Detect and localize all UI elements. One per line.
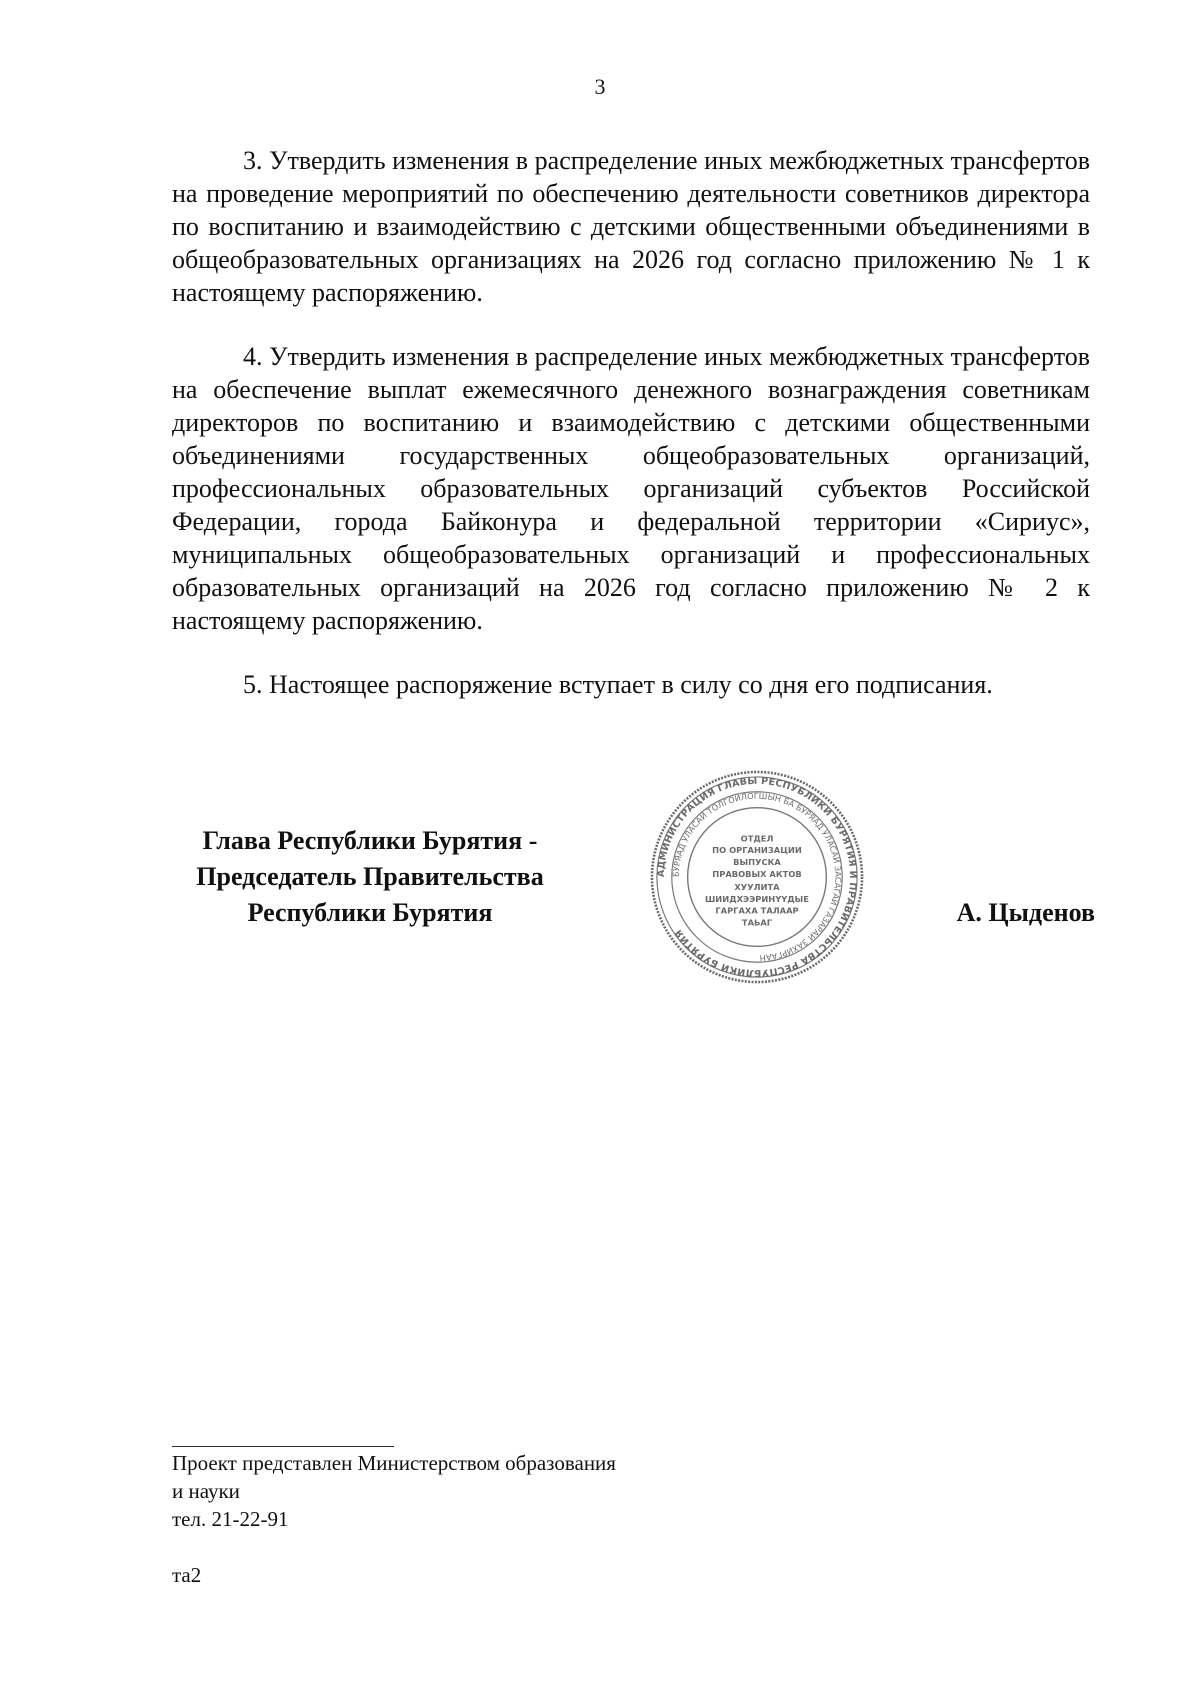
stamp-center-line: ТАЬАГ (741, 917, 773, 928)
page-number: 3 (594, 74, 606, 99)
footnote-line: Проект представлен Министерством образования (172, 1451, 616, 1475)
stamp-center-line: ОТДЕЛ (740, 833, 774, 844)
stamp-center-line: ПО ОРГАНИЗАЦИИ (712, 845, 802, 856)
footnote-divider (172, 1446, 394, 1447)
official-stamp (648, 768, 866, 986)
stamp-center-line: ПРАВОВЫХ АКТОВ (712, 869, 802, 879)
stamp-center-line: ХУУЛИТА (734, 881, 780, 892)
signatory-name: А. Цыденов (956, 898, 1095, 927)
footnote-line: тел. 21-22-91 (172, 1507, 289, 1531)
stamp-outer-ring: АДМИНИСТРАЦИЯ ГЛАВЫ РЕСПУБЛИКИ БУРЯТИЯ И ПРАВИТЕЛЬСТВА РЕСПУБЛИКИ БУРЯТИЯ (655, 775, 859, 979)
signatory-title-line: Председатель Правительства (196, 862, 544, 891)
stamp-inner-ring: БУРЯАД УЛАСАЙ ТОЛГОЙЛОГШЫН БА БУРЯАД УЛАСАЙ ЗАСАГАЙ ГАЗАРАЙ ЗАХИРГААН (670, 790, 844, 964)
footnote (172, 1449, 616, 1533)
paragraph-item-3: 3. Утвердить изменения в распределение иных межбюджетных трансфертов на проведение мероприятий по обеспечению деятельности советников директора по воспитанию и взаимодействию с детскими общественными объединениями в общеобразовательных организациях на 2026 год согласно приложению № 1 к настоящему распоряжению. (172, 146, 1090, 307)
paragraph-item-4: 4. Утвердить изменения в распределение иных межбюджетных трансфертов на обеспечение выплат ежемесячного денежного вознаграждения советникам директоров по воспитанию и взаимодействию с детскими общественными объединениями государственных общеобразовательных организаций, профессиональных образовательных организаций субъектов Российской Федерации, города Байконура и федеральной территории «Сириус», муниципальных общеобразовательных организаций и профессиональных образовательных организаций на 2026 год согласно приложению № 2 к настоящему распоряжению. (172, 342, 1090, 635)
signatory-title-line: Глава Республики Бурятия - (202, 826, 538, 855)
footnote-line: и науки (172, 1479, 240, 1503)
signatory-title-line: Республики Бурятия (247, 898, 493, 927)
stamp-center-line: ВЫПУСКА (733, 857, 781, 868)
stamp-center-line: ГАРГАХА ТАЛААР (715, 905, 799, 916)
document-code: та2 (172, 1563, 202, 1587)
stamp-center-line: ШИИДХЭЭРИНҮҮДЫЕ (705, 893, 809, 904)
paragraph-item-5: 5. Настоящее распоряжение вступает в силу со дня его подписания. (243, 670, 993, 699)
signatory-title (160, 823, 580, 931)
